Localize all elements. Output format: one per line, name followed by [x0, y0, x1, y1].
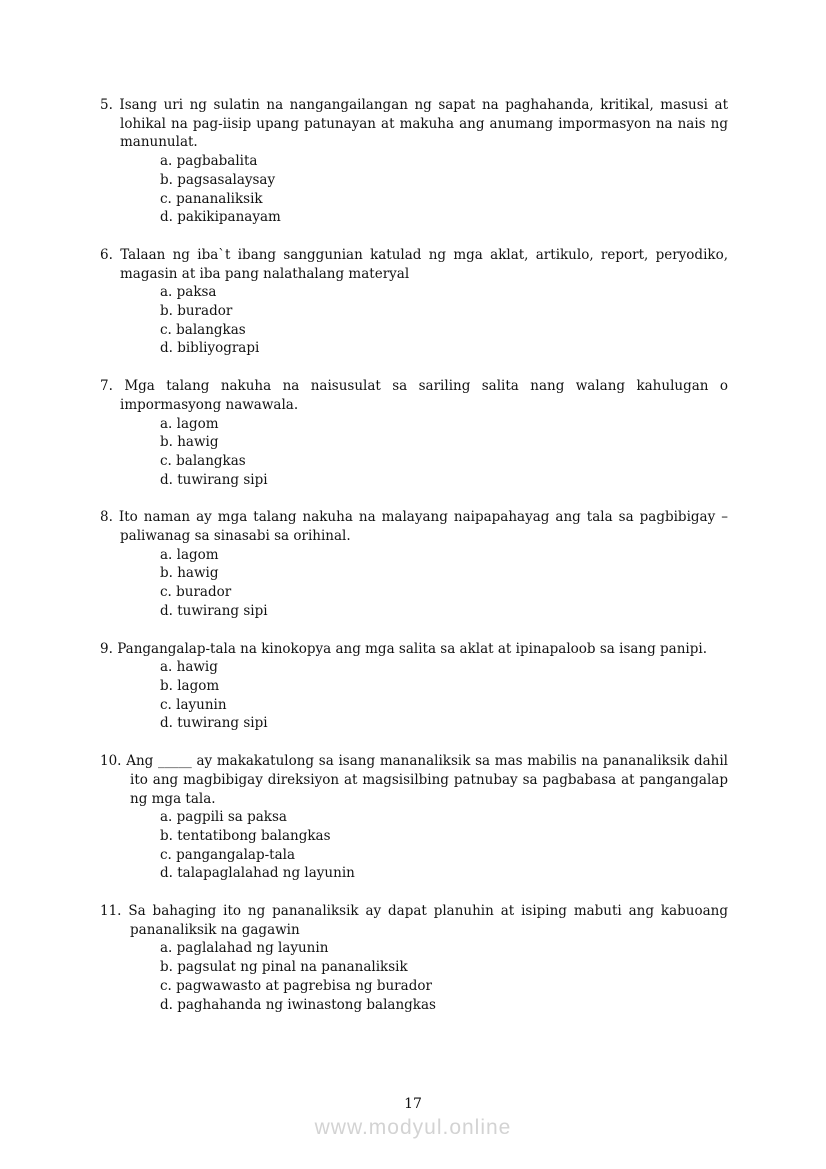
question-9-options: [100, 658, 728, 733]
question-5-paragraph: [100, 96, 728, 152]
question-9-text: Pangangalap-tala na kinokopya ang mga salita sa aklat at ipinapaloob sa isang panipi.: [117, 640, 707, 657]
question-8-option-d: d. tuwirang sipi: [160, 602, 268, 619]
question-6-option-d: d. bibliyograpi: [160, 340, 260, 357]
question-11: [100, 902, 728, 1014]
question-6-options: [100, 283, 728, 358]
question-7-option-d: d. tuwirang sipi: [160, 471, 268, 488]
question-7-options: [100, 415, 728, 490]
question-8-options: [100, 546, 728, 621]
question-8-number: 8.: [100, 509, 113, 526]
question-11-number: 11.: [100, 903, 122, 920]
watermark: www.modyul.online: [314, 1116, 512, 1139]
question-11-text: Sa bahaging ito ng pananaliksik ay dapat planuhin at isiping mabuti ang kabuoang pananaliksik na gagawin: [128, 903, 728, 938]
question-10-option-c: c. pangangalap-tala: [160, 846, 296, 863]
question-10-option-a: a. pagpili sa paksa: [160, 809, 287, 826]
question-7-option-b: b. hawig: [160, 434, 219, 451]
question-10-paragraph: [100, 752, 728, 808]
question-6: [100, 246, 728, 358]
question-7-paragraph: [100, 377, 728, 414]
question-9-option-a: a. hawig: [160, 659, 218, 676]
question-9-option-d: d. tuwirang sipi: [160, 715, 268, 732]
question-8-option-c: c. burador: [160, 584, 232, 601]
question-11-option-a: a. paglalahad ng layunin: [160, 940, 329, 957]
question-9-option-b: b. lagom: [160, 677, 220, 694]
question-5-option-d: d. pakikipanayam: [160, 209, 281, 226]
question-9: [100, 640, 728, 734]
question-6-option-c: c. balangkas: [160, 321, 246, 338]
page-number: 17: [404, 1096, 422, 1112]
question-9-option-c: c. layunin: [160, 696, 227, 713]
question-11-option-d: d. paghahanda ng iwinastong balangkas: [160, 996, 436, 1013]
question-5-number: 5.: [100, 97, 113, 113]
quiz-content: [100, 96, 728, 1014]
question-7-option-c: c. balangkas: [160, 452, 246, 469]
question-6-number: 6.: [100, 246, 113, 263]
question-8-option-a: a. lagom: [160, 546, 219, 563]
question-9-number: 9.: [100, 640, 113, 657]
question-6-paragraph: [100, 246, 728, 283]
question-7-text: Mga talang nakuha na naisusulat sa sariling salita nang walang kahulugan o impormasyong nawawala.: [120, 378, 729, 413]
question-5-option-c: c. pananaliksik: [160, 190, 263, 207]
question-5-text: Isang uri ng sulatin na nangangailangan ng sapat na paghahanda, kritikal, masusi at lohikal na pag-iisip upang patunayan at makuha ang anumang impormasyon na nais ng manunulat.: [119, 97, 728, 151]
question-11-option-c: c. pagwawasto at pagrebisa ng burador: [160, 977, 432, 994]
question-6-option-b: b. burador: [160, 303, 233, 320]
question-5-option-a: a. pagbabalita: [160, 153, 258, 170]
question-5: [100, 96, 728, 227]
question-10-option-b: b. tentatibong balangkas: [160, 827, 331, 844]
question-11-options: [100, 939, 728, 1014]
question-11-option-b: b. pagsulat ng pinal na pananaliksik: [160, 959, 408, 976]
question-10: [100, 752, 728, 883]
question-7: [100, 377, 728, 489]
question-10-text: Ang _____ ay makakatulong sa isang mananaliksik sa mas mabilis na pananaliksik dahil ito ang magbibigay direksiyon at magsisilbing patnubay sa pagbabasa at pangangalap ng mga tala.: [126, 753, 728, 807]
question-10-option-d: d. talapaglalahad ng layunin: [160, 865, 355, 882]
question-7-number: 7.: [100, 378, 113, 395]
question-8-option-b: b. hawig: [160, 565, 219, 582]
question-10-options: [100, 808, 728, 883]
question-9-paragraph: [100, 640, 728, 659]
question-5-option-b: b. pagsasalaysay: [160, 171, 276, 188]
question-11-paragraph: [100, 902, 728, 939]
question-6-option-a: a. paksa: [160, 284, 217, 301]
question-6-text: Talaan ng iba`t ibang sanggunian katulad ng mga aklat, artikulo, report, peryodiko, magasin at iba pang nalathalang materyal: [120, 246, 728, 282]
question-5-options: [100, 152, 728, 227]
question-8: [100, 508, 728, 620]
question-7-option-a: a. lagom: [160, 415, 219, 432]
question-8-text: Ito naman ay mga talang nakuha na malayang naipapahayag ang tala sa pagbibigay – paliwanag sa sinasabi sa orihinal.: [118, 509, 728, 545]
question-10-number: 10.: [100, 753, 122, 770]
question-8-paragraph: [100, 508, 728, 545]
